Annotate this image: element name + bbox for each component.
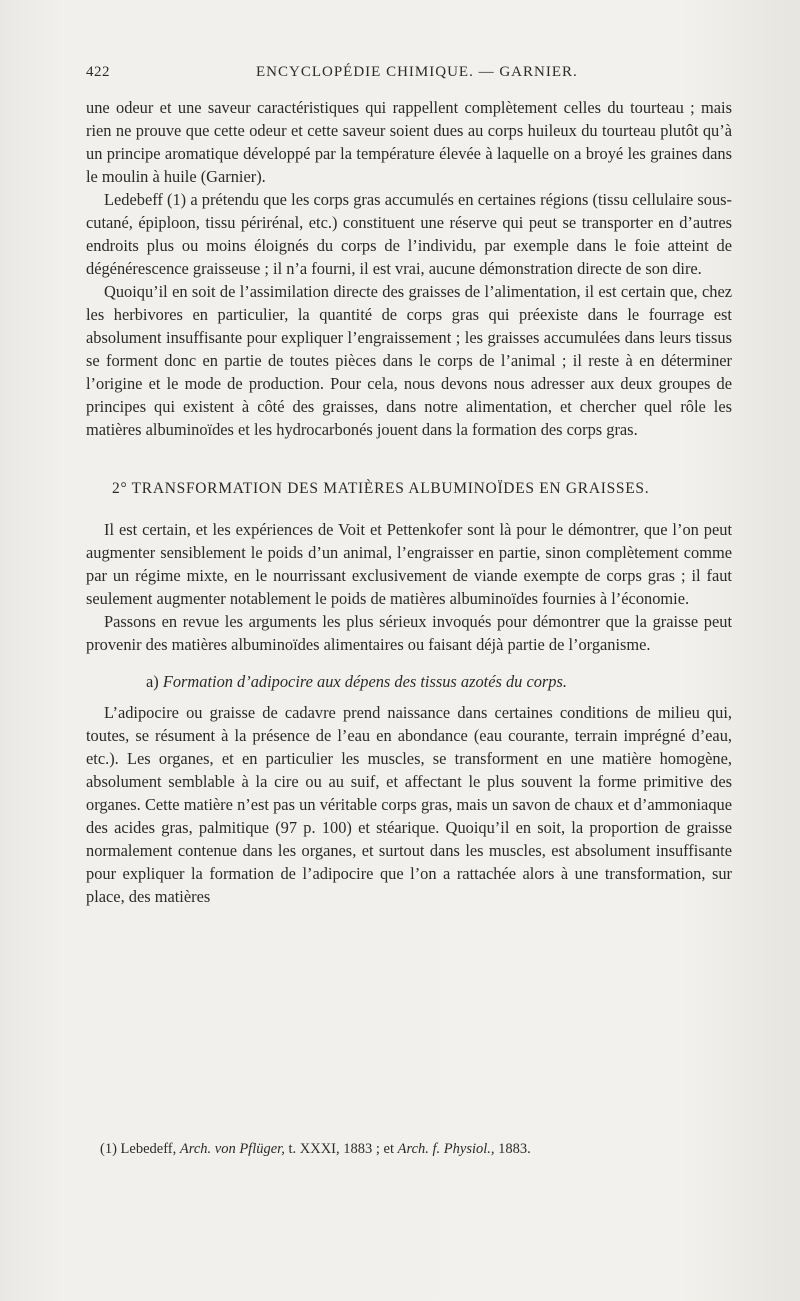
subsection-title-text: Formation d’adipocire aux dépens des tissus azotés du corps. (162, 672, 567, 691)
page-body (86, 96, 732, 908)
paragraph-3: Quoiqu’il en soit de l’assimilation directe des graisses de l’alimentation, il est certain que, chez les herbivores en particulier, la quantité de corps gras qui préexiste dans le fourrage est absolument insuffisante pour expliquer l’engraissement ; les graisses accumulées dans leurs tissus se forment donc en partie de toutes pièces dans le corps de l’animal ; il reste à en déterminer l’origine et le mode de production. Pour cela, nous devons nous adresser aux deux groupes de principes qui existent à côté des graisses, dans notre alimentation, et chercher quel rôle les matières albuminoïdes et les hydrocarbonés jouent dans la formation des corps gras. (86, 282, 732, 439)
footnote-journal-1: Arch. von Pflüger, (179, 1141, 285, 1157)
footnote-ref-2: 1883. (498, 1141, 531, 1157)
paragraph-1: une odeur et une saveur caractéristiques qui rappellent complètement celles du tourteau ; mais rien ne prouve que cette odeur et cette saveur soient dues au corps huileux du tourteau plutôt qu’à un principe aromatique développé par la température élevée à laquelle on a broyé les graines dans le moulin à huile (Garnier). (86, 98, 732, 186)
subsection-marker: a) (146, 672, 159, 691)
section-paragraph-2: Passons en revue les arguments les plus sérieux invoqués pour démontrer que la graisse peut provenir des matières albuminoïdes alimentaires ou faisant déjà partie de l’organisme. (86, 612, 732, 654)
running-head: ENCYCLOPÉDIE CHIMIQUE. — GARNIER. (256, 64, 578, 80)
footnote-ref-1: t. XXXI, 1883 ; et (288, 1141, 394, 1157)
footnote-number: (1) (100, 1141, 117, 1157)
footnote-journal-2: Arch. f. Physiol., (397, 1141, 495, 1157)
subsection-paragraph-1: L’adipocire ou graisse de cadavre prend naissance dans certaines conditions de milieu qui, toutes, se résument à la présence de l’eau en abondance (eau courante, terrain imprégné d’eau, etc.). Les organes, et en particulier les muscles, se transforment en une matière homogène, absolument semblable à la cire ou au suif, et affectant le plus souvent la forme primitive des organes. Cette matière n’est pas un véritable corps gras, mais un savon de chaux et d’ammoniaque des acides gras, palmitique (97 p. 100) et stéarique. Quoiqu’il en soit, la proportion de graisse normalement contenue dans les organes, et surtout dans les muscles, est absolument insuffisante pour expliquer la formation de l’adipocire que l’on a rattachée alors à une transformation, sur place, des matières (86, 703, 732, 906)
footnote-author: Lebedeff, (120, 1141, 177, 1157)
section-paragraph-1: Il est certain, et les expériences de Voit et Pettenkofer sont là pour le démontrer, que l’on peut augmenter sensiblement le poids d’un animal, l’engraisser en partie, sinon complètement comme par un régime mixte, en le nourrissant exclusivement de viande exempte de corps gras ; il faut seulement augmenter notablement le poids de matières albuminoïdes fournies à l’économie. (86, 520, 732, 608)
paragraph-2: Ledebeff (1) a prétendu que les corps gras accumulés en certaines régions (tissu cellulaire sous-cutané, épiploon, tissu périrénal, etc.) constituent une réserve qui peut se transporter en d’autres endroits plus ou moins éloignés du corps de l’individu, par exemple dans le foie atteint de dégénérescence graisseuse ; il n’a fourni, il est vrai, aucune démonstration directe de son dire. (86, 190, 732, 278)
page-number: 422 (86, 64, 110, 80)
subsection-title (86, 670, 732, 693)
footnote (100, 1141, 720, 1158)
section-title: 2° TRANSFORMATION DES MATIÈRES ALBUMINOÏDES EN GRAISSES. (112, 480, 650, 497)
